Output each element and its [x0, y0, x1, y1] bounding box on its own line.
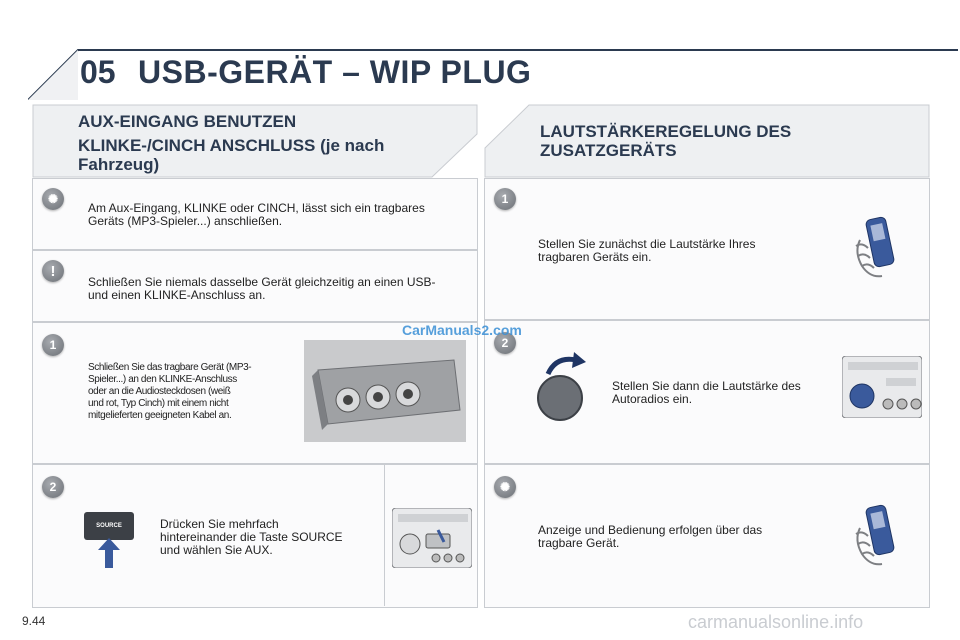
- step1-badge: 1: [42, 334, 64, 356]
- step1-line-4: und rot, Typ Cinch) mit einem nicht: [88, 398, 229, 409]
- step1-line-2: Spieler...) an den KLINKE-Anschluss: [88, 374, 237, 385]
- arrow-up-icon: [98, 538, 120, 568]
- warning-icon: !: [42, 260, 64, 282]
- sun-icon: ✺: [42, 188, 64, 210]
- right-step1-line-1: Stellen Sie zunächst die Lautstärke Ihres: [538, 237, 756, 251]
- info-text-2: Geräts (MP3-Spieler...) anschließen.: [88, 214, 283, 228]
- right-step2-line-1: Stellen Sie dann die Lautstärke des: [612, 379, 801, 393]
- radio-volume-image: [842, 356, 922, 418]
- left-heading-2b: Fahrzeug): [78, 155, 160, 174]
- left-heading-2a: KLINKE-/CINCH ANSCHLUSS (je nach: [78, 136, 385, 155]
- right-info-line-1: Anzeige und Bedienung erfolgen über das: [538, 523, 763, 537]
- portable-player-icon-2: [852, 500, 902, 570]
- volume-knob-icon: [534, 352, 590, 422]
- right-heading-1: LAUTSTÄRKEREGELUNG DES: [540, 122, 792, 141]
- right-step1-line-2: tragbaren Geräts ein.: [538, 250, 652, 264]
- info-text-1: Am Aux-Eingang, KLINKE oder CINCH, lässt sich ein tragbares: [88, 201, 425, 215]
- right-step1-badge: 1: [494, 188, 516, 210]
- source-button: SOURCE: [84, 512, 134, 540]
- left-heading-1: AUX-EINGANG BENUTZEN: [78, 112, 297, 131]
- chapter-number: 05: [80, 54, 116, 90]
- step2-line-3: und wählen Sie AUX.: [160, 543, 273, 557]
- right-sun-icon: ✺: [494, 476, 516, 498]
- warning-text-1: Schließen Sie niemals dasselbe Gerät gleichzeitig an einen USB-: [88, 275, 436, 289]
- watermark: CarManuals2.com: [402, 322, 522, 338]
- right-step2-line-2: Autoradios ein.: [612, 392, 693, 406]
- page-number: 9.44: [22, 614, 46, 628]
- portable-player-icon: [852, 212, 902, 282]
- footer-site: carmanualsonline.info: [688, 612, 864, 632]
- step2-badge: 2: [42, 476, 64, 498]
- divider: [384, 464, 385, 606]
- step1-line-1: Schließen Sie das tragbare Gerät (MP3-: [88, 362, 252, 373]
- page-title: USB-GERÄT – WIP PLUG: [138, 54, 532, 90]
- step1-line-5: mitgelieferten geeigneten Kabel an.: [88, 410, 232, 421]
- right-step2-badge: 2: [494, 332, 516, 354]
- radio-panel-image: [392, 508, 472, 568]
- right-heading-2: ZUSATZGERÄTS: [540, 141, 677, 160]
- step2-line-2: hintereinander die Taste SOURCE: [160, 530, 343, 544]
- step1-line-3: oder an die Audiosteckdosen (weiß: [88, 386, 231, 397]
- right-info-line-2: tragbare Gerät.: [538, 536, 620, 550]
- step2-line-1: Drücken Sie mehrfach: [160, 517, 279, 531]
- jack-sockets-image: [304, 340, 466, 442]
- warning-text-2: und einen KLINKE-Anschluss an.: [88, 288, 266, 302]
